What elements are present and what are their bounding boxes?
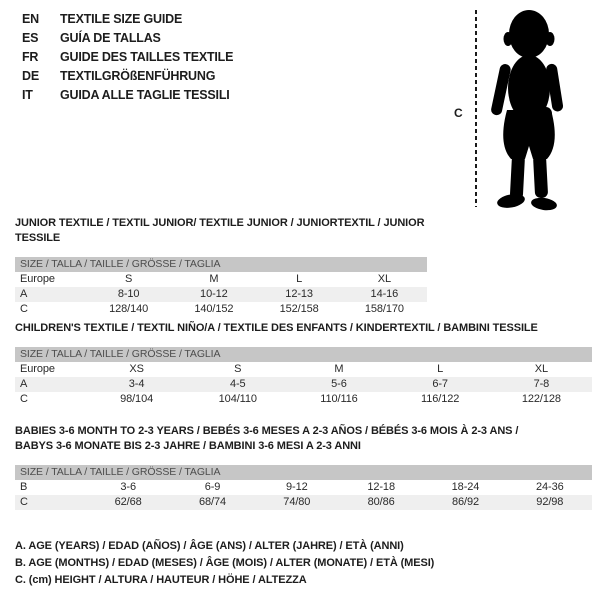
size-cell: 5-6 bbox=[331, 378, 347, 390]
section-title-line: BABYS 3-6 MONATE BIS 2-3 JAHRE / BAMBINI 3-6 MESI A 2-3 ANNI bbox=[15, 440, 361, 452]
section-title-line: CHILDREN'S TEXTILE / TEXTIL NIÑO/A / TEXTILE DES ENFANTS / KINDERTEXTIL / BAMBINI TESSILE bbox=[15, 322, 538, 334]
size-cell: M bbox=[209, 273, 219, 285]
size-cell: 116/122 bbox=[421, 393, 460, 405]
size-cell: 62/68 bbox=[114, 496, 142, 508]
table-row bbox=[15, 392, 592, 407]
size-cell: XL bbox=[534, 363, 548, 375]
section-junior-textile bbox=[15, 216, 427, 317]
size-cell: L bbox=[437, 363, 444, 375]
footnote-a: A. AGE (YEARS) / EDAD (AÑOS) / ÂGE (ANS) / ALTER (JAHRE) / ETÀ (ANNI) bbox=[15, 540, 404, 552]
section-title-line: BABIES 3-6 MONTH TO 2-3 YEARS / BEBÉS 3-6 MESES A 2-3 AÑOS / BÉBÉS 3-6 MOIS À 2-3 ANS / bbox=[15, 425, 519, 437]
footnote-c: C. (cm) HEIGHT / ALTURA / HAUTEUR / HÖHE / ALTEZZA bbox=[15, 574, 307, 586]
size-cell: M bbox=[334, 363, 344, 375]
size-cell: 7-8 bbox=[533, 378, 550, 390]
size-cell: 140/152 bbox=[194, 303, 234, 315]
size-cell: 8-10 bbox=[117, 288, 140, 300]
section-title bbox=[15, 216, 427, 246]
size-cell: 12-13 bbox=[285, 288, 313, 300]
size-table bbox=[15, 480, 592, 510]
footnote-b: B. AGE (MONTHS) / EDAD (MESES) / ÂGE (MOIS) / ALTER (MONATE) / ETÀ (MESI) bbox=[15, 557, 435, 569]
size-cell: 110/116 bbox=[320, 393, 358, 405]
section-title bbox=[15, 424, 592, 454]
section-title-line: JUNIOR TEXTILE / TEXTIL JUNIOR/ TEXTILE JUNIOR / JUNIORTEXTIL / JUNIOR TESSILE bbox=[15, 217, 425, 244]
size-cell: 80/86 bbox=[367, 496, 395, 508]
language-code: IT bbox=[22, 88, 33, 102]
size-cell: 74/80 bbox=[283, 496, 311, 508]
language-title: TEXTILE SIZE GUIDE bbox=[60, 12, 183, 26]
size-cell: 3-4 bbox=[128, 378, 145, 390]
row-label: Europe bbox=[20, 273, 55, 285]
table-row bbox=[15, 362, 592, 377]
row-label: Europe bbox=[20, 363, 55, 375]
size-cell: 68/74 bbox=[198, 496, 226, 508]
language-title: GUIDE DES TAILLES TEXTILE bbox=[60, 50, 234, 64]
size-cell: 3-6 bbox=[120, 481, 136, 493]
size-cell: 152/158 bbox=[279, 303, 319, 315]
table-row bbox=[15, 480, 592, 495]
size-header-bar: SIZE / TALLA / TAILLE / GRÖSSE / TAGLIA bbox=[15, 347, 592, 362]
size-cell: 4-5 bbox=[229, 378, 246, 390]
section-children-textile bbox=[15, 321, 592, 407]
size-cell: 158/170 bbox=[364, 303, 404, 315]
language-row bbox=[22, 86, 233, 105]
size-cell: L bbox=[296, 273, 303, 285]
row-label: C bbox=[20, 303, 28, 315]
row-label: A bbox=[20, 378, 28, 390]
size-cell: 122/128 bbox=[521, 393, 561, 405]
size-cell: 86/92 bbox=[451, 496, 479, 508]
section-title bbox=[15, 321, 592, 336]
language-list bbox=[22, 10, 233, 105]
size-cell: 92/98 bbox=[536, 496, 564, 508]
size-cell: XL bbox=[377, 273, 391, 285]
language-code: FR bbox=[22, 50, 39, 64]
baby-silhouette-icon bbox=[450, 4, 582, 214]
section-babies-textile bbox=[15, 424, 592, 510]
size-cell: 128/140 bbox=[109, 303, 149, 315]
row-label: B bbox=[20, 481, 28, 493]
table-row bbox=[15, 302, 427, 317]
language-row bbox=[22, 48, 233, 67]
footnotes bbox=[15, 538, 434, 589]
size-header-bar: SIZE / TALLA / TAILLE / GRÖSSE / TAGLIA bbox=[15, 257, 427, 272]
size-cell: S bbox=[234, 363, 242, 375]
measure-label: C bbox=[454, 106, 463, 120]
language-title: TEXTILGRÖßENFÜHRUNG bbox=[60, 69, 216, 83]
language-title: GUÍA DE TALLAS bbox=[60, 31, 161, 45]
language-code: ES bbox=[22, 31, 39, 45]
language-row bbox=[22, 29, 233, 48]
table-row bbox=[15, 272, 427, 287]
baby-silhouette-shape bbox=[490, 10, 564, 212]
table-row bbox=[15, 377, 592, 392]
size-cell: 24-36 bbox=[536, 481, 564, 493]
size-table bbox=[15, 272, 427, 317]
size-cell: XS bbox=[129, 363, 144, 375]
language-row bbox=[22, 10, 233, 29]
size-cell: 6-7 bbox=[432, 378, 448, 390]
table-row bbox=[15, 287, 427, 302]
row-label: A bbox=[20, 288, 28, 300]
table-row bbox=[15, 495, 592, 510]
language-code: DE bbox=[22, 69, 39, 83]
language-row bbox=[22, 67, 233, 86]
size-cell: 104/110 bbox=[218, 393, 257, 405]
size-header-bar: SIZE / TALLA / TAILLE / GRÖSSE / TAGLIA bbox=[15, 465, 592, 480]
language-code: EN bbox=[22, 12, 39, 26]
size-cell: 18-24 bbox=[451, 481, 480, 493]
size-cell: 10-12 bbox=[200, 288, 228, 300]
size-cell: 98/104 bbox=[120, 393, 154, 405]
size-cell: 9-12 bbox=[286, 481, 308, 493]
size-cell: 14-16 bbox=[370, 288, 399, 300]
size-table bbox=[15, 362, 592, 407]
size-cell: S bbox=[125, 273, 133, 285]
figure-baby-height bbox=[450, 4, 582, 214]
size-cell: 12-18 bbox=[367, 481, 395, 493]
size-cell: 6-9 bbox=[204, 481, 221, 493]
language-title: GUIDA ALLE TAGLIE TESSILI bbox=[60, 88, 230, 102]
row-label: C bbox=[20, 393, 28, 405]
row-label: C bbox=[20, 496, 28, 508]
